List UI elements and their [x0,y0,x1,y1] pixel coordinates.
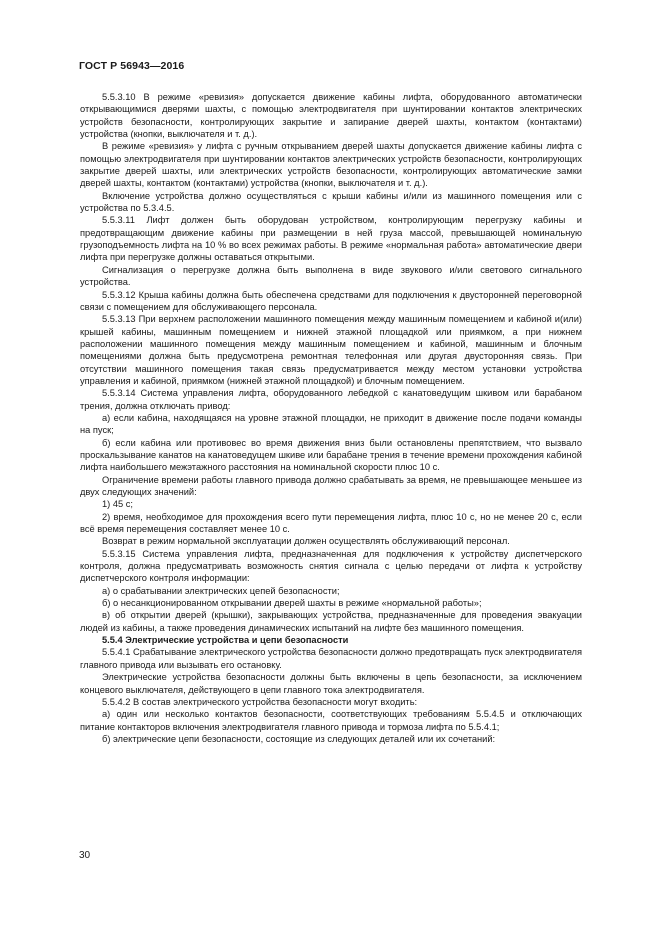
paragraph: 5.5.3.13 При верхнем расположении машинного помещения между машинным помещением и кабиной и(или) крышей кабины, машинным помещением и нижней этажной площадкой или приямком, а при нижнем расположении машинного помещения между машинным помещением и кабиной, машинным и блочным помещениями должна быть предусмотрена ремонтная телефонная или другая двусторонняя связь. При отсутствии машинного помещения такая связь предусматривается между местом установки устройства управления и кабиной, приямком (нижней этажной площадкой) и блочным помещением. [80,314,582,386]
paragraph: а) один или несколько контактов безопасности, соответствующих требованиям 5.5.4.5 и отключающих питание контакторов включения электродвигателя главного привода и тормоза лифта по 5.5.4.1; [80,709,582,732]
page-number: 30 [79,850,91,861]
paragraph: В режиме «ревизия» у лифта с ручным открыванием дверей шахты допускается движение кабины лифта с помощью электродвигателя при шунтировании контактов электрических устройств безопасности, контролирующих закрытие дверей шахты, или электрических устройств безопасности, контролирующих автоматические замки дверей шахты, контактом (контактами) устройства (кнопки, выключателя и т. д.). [80,141,582,189]
paragraph: 5.5.3.10 В режиме «ревизия» допускается движение кабины лифта, оборудованного автоматически открывающимися дверями шахты, с помощью электродвигателя при шунтировании контактов электрических устройств безопасности, контролирующих закрытие и запирание дверей шахты, контактом (контактами) устройства (кнопки, выключателя и т. д.). [80,92,582,140]
paragraph: в) об открытии дверей (крышки), закрывающих устройства, предназначенные для проведения эвакуации людей из кабины, а также проведения динамических испытаний на лифте без машинного помещения. [80,610,582,633]
section-heading: 5.5.4 Электрические устройства и цепи безопасности [102,635,349,646]
paragraph: Электрические устройства безопасности должны быть включены в цепь безопасности, за исключением концевого выключателя, действующего в цепи главного тока электродвигателя. [80,672,582,695]
document-header: ГОСТ Р 56943—2016 [79,60,185,72]
paragraph: Включение устройства должно осуществляться с крыши кабины и/или из машинного помещения или с устройства по 5.3.4.5. [80,190,582,214]
paragraph: б) о несанкционированном открывании дверей шахты в режиме «нормальной работы»; [102,598,482,609]
paragraph: Возврат в режим нормальной эксплуатации должен осуществлять обслуживающий персонал. [102,536,510,547]
paragraph: 5.5.4.2 В состав электрического устройства безопасности могут входить: [102,696,418,707]
paragraph: 1) 45 с; [102,499,134,510]
paragraph: 5.5.3.15 Система управления лифта, предназначенная для подключения к устройству диспетчерского контроля, должна предусматривать возможность снятия сигнала с целью передачи от лифта к устройству диспетчерского контроля информации: [80,548,582,584]
paragraph: 5.5.3.12 Крыша кабины должна быть обеспечена средствами для подключения к двусторонней переговорной связи с помещением для обслуживающего персонала. [80,289,582,312]
paragraph: 2) время, необходимое для прохождения всего пути перемещения лифта, плюс 10 с, но не менее 20 с, если всё время перемещения составляет менее 10 с. [80,511,582,535]
paragraph: б) электрические цепи безопасности, состоящие из следующих деталей или их сочетаний: [102,733,496,744]
paragraph: а) о срабатывании электрических цепей безопасности; [102,585,340,596]
paragraph: а) если кабина, находящаяся на уровне этажной площадки, не приходит в движение после подачи команды на пуск; [80,412,582,436]
paragraph: 5.5.4.1 Срабатывание электрического устройства безопасности должно предотвращать пуск электродвигателя главного привода или вызывать его остановку. [80,647,582,670]
paragraph: Ограничение времени работы главного привода должно срабатывать за время, не превышающее меньшее из двух следующих значений: [80,474,582,497]
document-body [80,91,582,745]
paragraph: б) если кабина или противовес во время движения вниз были остановлены препятствием, что вызвало проскальзывание канатов на канатоведущем шкиве или барабане трения в течение времени прохождения кабиной лифта наибольшего межэтажного расстояния на номинальной скорости плюс 10 с. [80,437,582,473]
paragraph: 5.5.3.14 Система управления лифта, оборудованного лебедкой с канатоведущим шкивом или барабаном трения, должна отключать привод: [80,388,582,411]
paragraph: 5.5.3.11 Лифт должен быть оборудован устройством, контролирующим перегрузку кабины и предотвращающим движение кабины при размещении в ней груза массой, превышающей номинальную грузоподъемность лифта на 10 % во всех режимах работы. В режиме «нормальная работа» автоматические двери лифта при перегрузке должны оставаться открытыми. [80,215,582,263]
paragraph: Сигнализация о перегрузке должна быть выполнена в виде звукового и/или светового сигнального устройства. [80,264,582,288]
